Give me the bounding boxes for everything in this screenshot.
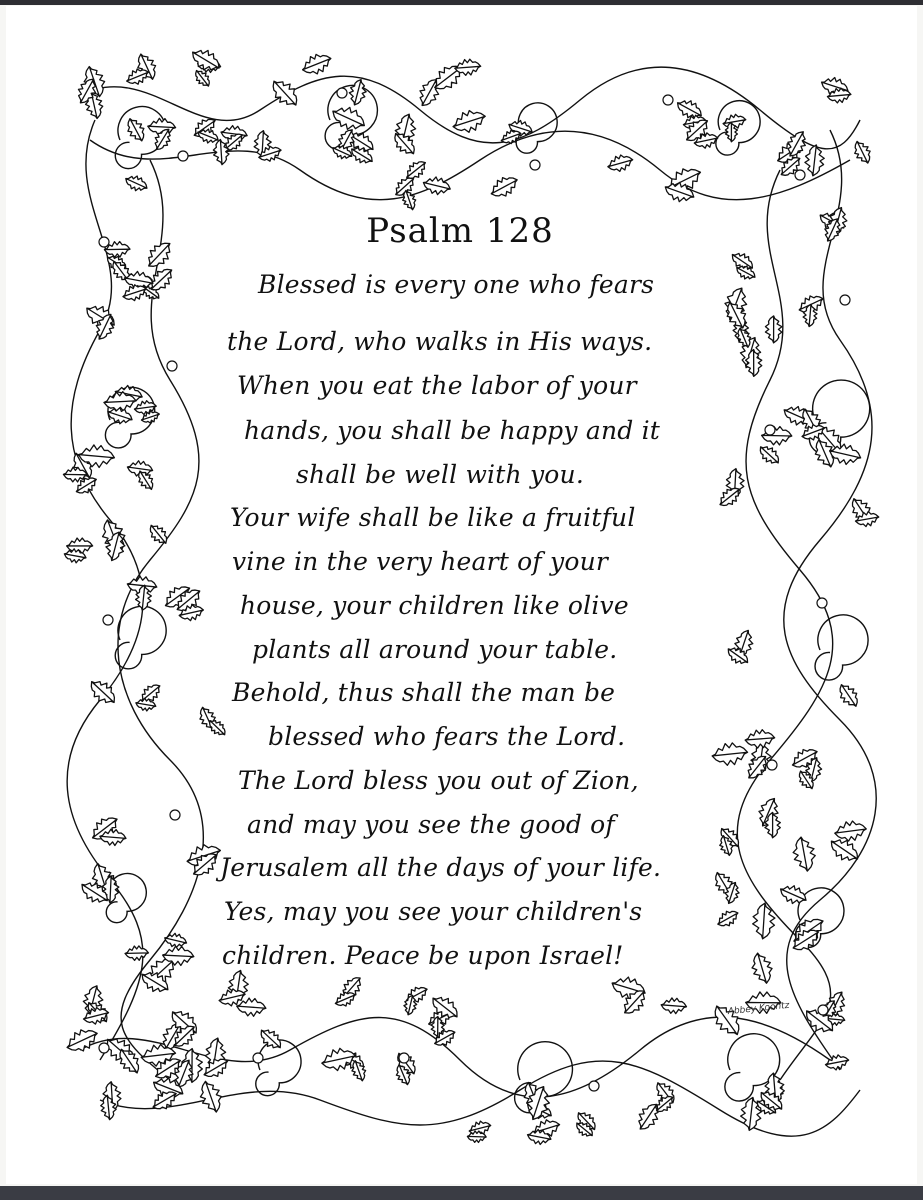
verse-line-6: Your wife shall be like a fruitful <box>230 503 636 532</box>
holly-leaf-icon <box>756 442 783 469</box>
verse-line-8: house, your children like olive <box>240 591 629 620</box>
holly-leaf-icon <box>661 997 688 1014</box>
vine-knot <box>767 760 777 770</box>
holly-leaf-icon <box>421 174 452 197</box>
vine-knot <box>170 810 180 820</box>
holly-leaf-icon <box>833 819 867 842</box>
holly-leaf-icon <box>123 115 148 144</box>
vine-knot <box>337 88 347 98</box>
verse-line-4: hands, you shall be happy and it <box>244 416 661 445</box>
holly-leaf-icon <box>749 950 776 985</box>
vine-knot <box>99 237 109 247</box>
verse-line-13: and may you see the good of <box>247 810 615 839</box>
holly-leaf-icon <box>850 138 874 166</box>
verse-line-2: the Lord, who walks in His ways. <box>227 327 653 356</box>
scan-edge-bottom <box>0 1186 923 1200</box>
page-title: Psalm 128 <box>366 211 554 251</box>
holly-leaf-icon <box>752 902 776 939</box>
vine-curl <box>815 615 868 680</box>
vine-knot <box>817 598 827 608</box>
holly-leaf-icon <box>711 741 749 766</box>
holly-leaf-icon <box>487 172 521 202</box>
vine-knot <box>399 1053 409 1063</box>
verse-line-3: When you eat the labor of your <box>237 371 637 400</box>
verse-line-15: Yes, may you see your children's <box>224 897 643 926</box>
verse-line-16: children. Peace be upon Israel! <box>222 941 624 970</box>
holly-leaf-icon <box>142 237 177 272</box>
vine-curl <box>115 606 166 669</box>
verse-line-1: Blessed is every one who fears <box>258 270 655 299</box>
holly-leaf-icon <box>146 521 172 548</box>
holly-leaf-icon <box>347 78 369 107</box>
holly-leaf-icon <box>123 172 150 194</box>
vine-knot <box>253 1053 263 1063</box>
verse-line-7: vine in the very heart of your <box>232 547 609 576</box>
verse-line-10: Behold, thus shall the man be <box>232 678 616 707</box>
vine-knot <box>795 170 805 180</box>
vine-knot <box>840 295 850 305</box>
vine-knot <box>663 95 673 105</box>
verse-line-12: The Lord bless you out of Zion, <box>238 766 639 795</box>
holly-leaf-icon <box>63 1024 102 1056</box>
holly-leaf-icon <box>320 1045 358 1073</box>
holly-leaf-icon <box>256 1025 285 1054</box>
holly-leaf-icon <box>791 835 818 873</box>
holly-leaf-icon <box>826 833 863 867</box>
vine-knot <box>530 160 540 170</box>
holly-leaf-icon <box>777 881 809 908</box>
vine-stem <box>737 170 832 1080</box>
vine-knot <box>818 1005 828 1015</box>
verse-line-5: shall be well with you. <box>296 460 584 489</box>
vine-knot <box>178 151 188 161</box>
verse-line-9: plants all around your table. <box>252 635 618 664</box>
vine-knot <box>99 1043 109 1053</box>
holly-leaf-icon <box>824 1053 850 1072</box>
vine-knot <box>103 615 113 625</box>
holly-leaf-icon <box>714 907 741 930</box>
holly-leaf-icon <box>267 75 303 112</box>
holly-leaf-icon <box>835 680 863 710</box>
holly-leaf-icon <box>125 946 149 961</box>
holly-leaf-icon <box>299 50 334 79</box>
verse-line-14: Jerusalem all the days of your life. <box>220 853 662 882</box>
holly-leaf-icon <box>765 316 782 343</box>
verse-line-11: blessed who fears the Lord. <box>268 722 626 751</box>
vine-knot <box>765 425 775 435</box>
artist-signature: Abbey Koontz <box>727 1000 790 1018</box>
holly-leaf-icon <box>450 106 488 136</box>
holly-leaf-icon <box>606 152 635 174</box>
vine-knot <box>589 1081 599 1091</box>
vine-knot <box>167 361 177 371</box>
holly-leaf-icon <box>196 1078 226 1115</box>
